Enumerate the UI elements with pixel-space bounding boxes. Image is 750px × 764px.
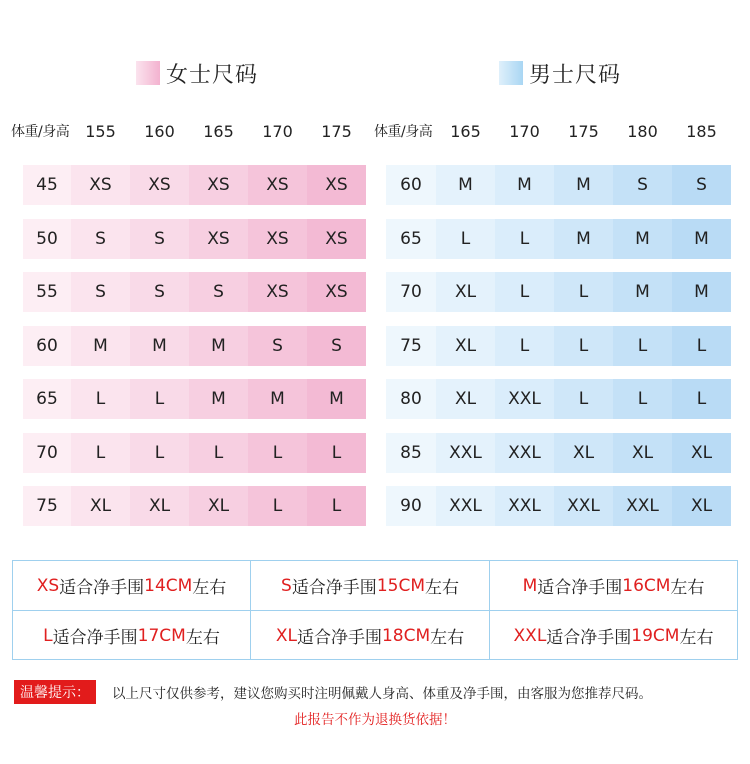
women-size-cell: L	[248, 486, 307, 526]
women-size-cell: XS	[189, 165, 248, 205]
wrist-guide-cm: 19CM	[631, 625, 680, 646]
men-size-cell: M	[613, 219, 672, 259]
women-height-155: 155	[85, 121, 116, 141]
men-height-170: 170	[509, 121, 540, 141]
men-table-row	[386, 272, 731, 312]
men-height-175: 175	[568, 121, 599, 141]
wrist-guide-prefix: 适合净手围	[537, 578, 623, 598]
tip-label: 温馨提示：	[14, 680, 96, 704]
men-size-cell: L	[613, 326, 672, 366]
wrist-guide-prefix: 适合净手围	[296, 628, 382, 648]
tip-warning: 此报告不作为退换货依据！	[294, 712, 456, 728]
men-size-cell: L	[495, 272, 554, 312]
men-size-cell: M	[672, 219, 731, 259]
women-size-cell: L	[130, 433, 189, 473]
women-header-label: 体重/身高	[11, 124, 70, 140]
women-size-cell: L	[248, 433, 307, 473]
wrist-guide-suffix: 左右	[185, 628, 220, 648]
men-size-cell: M	[613, 272, 672, 312]
wrist-guide-item	[490, 611, 737, 660]
wrist-guide-item	[251, 611, 489, 660]
wrist-guide-size: L	[43, 625, 53, 646]
men-weight-cell: 75	[386, 326, 436, 366]
women-size-cell: XL	[130, 486, 189, 526]
wrist-guide-cm: 15CM	[376, 575, 425, 596]
men-size-cell: XXL	[554, 486, 613, 526]
women-height-160: 160	[144, 121, 175, 141]
men-size-cell: XXL	[495, 433, 554, 473]
women-size-cell: XS	[248, 272, 307, 312]
wrist-guide-suffix: 左右	[430, 628, 465, 648]
men-height-180: 180	[627, 121, 658, 141]
men-weight-cell: 90	[386, 486, 436, 526]
women-size-cell: S	[189, 272, 248, 312]
women-height-165: 165	[203, 121, 234, 141]
wrist-guide-item	[490, 561, 737, 610]
wrist-guide-prefix: 适合净手围	[291, 578, 377, 598]
wrist-guide-cm: 17CM	[137, 625, 186, 646]
men-size-cell: M	[554, 219, 613, 259]
wrist-guide-prefix: 适合净手围	[546, 628, 632, 648]
women-size-cell: XL	[189, 486, 248, 526]
women-table-row	[23, 486, 366, 526]
men-size-cell: XXL	[436, 433, 495, 473]
men-size-title	[499, 58, 621, 88]
women-size-cell: M	[130, 326, 189, 366]
women-weight-cell: 45	[23, 165, 71, 205]
wrist-guide-item	[13, 611, 250, 660]
women-size-cell: M	[307, 379, 366, 419]
men-size-cell: L	[672, 379, 731, 419]
men-header-row	[374, 118, 731, 144]
women-size-cell: XS	[248, 219, 307, 259]
men-size-cell: XL	[436, 379, 495, 419]
wrist-guide-item	[13, 561, 250, 610]
women-size-cell: XS	[130, 165, 189, 205]
women-size-title	[136, 58, 258, 88]
men-size-cell: XL	[672, 433, 731, 473]
men-table-row	[386, 219, 731, 259]
men-size-cell: S	[672, 165, 731, 205]
women-size-cell: XS	[71, 165, 130, 205]
men-size-cell: XL	[672, 486, 731, 526]
men-size-cell: L	[436, 219, 495, 259]
men-size-cell: L	[554, 326, 613, 366]
women-table-row	[23, 433, 366, 473]
women-size-cell: S	[71, 272, 130, 312]
women-table-row	[23, 326, 366, 366]
men-size-cell: L	[554, 272, 613, 312]
women-color-swatch	[136, 61, 160, 85]
men-table-row	[386, 326, 731, 366]
women-height-175: 175	[321, 121, 352, 141]
men-color-swatch	[499, 61, 523, 85]
women-weight-cell: 65	[23, 379, 71, 419]
wrist-guide-size: M	[522, 575, 538, 596]
women-size-cell: S	[130, 219, 189, 259]
men-size-cell: XXL	[436, 486, 495, 526]
men-table-row	[386, 433, 731, 473]
women-size-cell: L	[307, 433, 366, 473]
women-table-row	[23, 379, 366, 419]
men-height-185: 185	[686, 121, 717, 141]
men-size-cell: L	[495, 219, 554, 259]
men-size-cell: M	[436, 165, 495, 205]
men-weight-cell: 85	[386, 433, 436, 473]
wrist-guide-suffix: 左右	[424, 578, 459, 598]
men-weight-cell: 70	[386, 272, 436, 312]
men-weight-cell: 80	[386, 379, 436, 419]
women-table-row	[23, 165, 366, 205]
women-size-cell: XS	[248, 165, 307, 205]
men-table-row	[386, 165, 731, 205]
men-table-row	[386, 379, 731, 419]
men-size-cell: M	[495, 165, 554, 205]
wrist-guide-prefix: 适合净手围	[52, 628, 138, 648]
women-header-row	[11, 118, 366, 144]
women-size-cell: L	[189, 433, 248, 473]
women-size-cell: S	[307, 326, 366, 366]
women-size-cell: M	[189, 379, 248, 419]
women-size-cell: S	[130, 272, 189, 312]
men-height-165: 165	[450, 121, 481, 141]
wrist-guide-suffix: 左右	[670, 578, 705, 598]
women-size-cell: L	[130, 379, 189, 419]
wrist-guide-suffix: 左右	[192, 578, 227, 598]
men-weight-cell: 65	[386, 219, 436, 259]
women-weight-cell: 50	[23, 219, 71, 259]
women-size-cell: XL	[71, 486, 130, 526]
tip-text: 以上尺寸仅供参考，建议您购买时注明佩戴人身高、体重及净手围，由客服为您推荐尺码。	[112, 686, 652, 702]
men-size-cell: XXL	[495, 379, 554, 419]
men-size-cell: XL	[436, 272, 495, 312]
women-size-cell: L	[71, 433, 130, 473]
men-size-cell: L	[495, 326, 554, 366]
men-size-cell: M	[672, 272, 731, 312]
women-title-text: 女士尺码	[166, 62, 259, 88]
women-weight-cell: 55	[23, 272, 71, 312]
men-title-text: 男士尺码	[529, 62, 622, 88]
wrist-size-guide	[12, 560, 738, 660]
men-size-cell: M	[554, 165, 613, 205]
men-size-cell: L	[672, 326, 731, 366]
women-weight-cell: 75	[23, 486, 71, 526]
wrist-guide-cm: 14CM	[144, 575, 193, 596]
wrist-guide-size: S	[281, 575, 292, 596]
men-size-cell: L	[613, 379, 672, 419]
women-table-row	[23, 219, 366, 259]
men-size-cell: S	[613, 165, 672, 205]
men-size-cell: L	[554, 379, 613, 419]
men-table-row	[386, 486, 731, 526]
wrist-guide-size: XL	[275, 625, 297, 646]
men-weight-cell: 60	[386, 165, 436, 205]
women-size-cell: M	[189, 326, 248, 366]
men-size-cell: XL	[613, 433, 672, 473]
men-size-cell: XL	[436, 326, 495, 366]
wrist-guide-prefix: 适合净手围	[59, 578, 145, 598]
wrist-guide-suffix: 左右	[679, 628, 714, 648]
women-table-row	[23, 272, 366, 312]
women-weight-cell: 70	[23, 433, 71, 473]
wrist-guide-size: XS	[36, 575, 60, 596]
women-size-cell: XS	[189, 219, 248, 259]
men-size-cell: XXL	[613, 486, 672, 526]
men-size-cell: XXL	[495, 486, 554, 526]
wrist-guide-cm: 16CM	[622, 575, 671, 596]
women-height-170: 170	[262, 121, 293, 141]
wrist-guide-cm: 18CM	[381, 625, 431, 646]
women-size-cell: M	[71, 326, 130, 366]
women-size-cell: S	[248, 326, 307, 366]
women-weight-cell: 60	[23, 326, 71, 366]
men-header-label: 体重/身高	[374, 124, 433, 140]
women-size-cell: L	[307, 486, 366, 526]
women-size-cell: XS	[307, 272, 366, 312]
women-size-cell: XS	[307, 165, 366, 205]
women-size-cell: S	[71, 219, 130, 259]
men-size-cell: XL	[554, 433, 613, 473]
wrist-guide-size: XXL	[513, 625, 547, 646]
women-size-cell: M	[248, 379, 307, 419]
wrist-guide-item	[251, 561, 489, 610]
women-size-cell: L	[71, 379, 130, 419]
women-size-cell: XS	[307, 219, 366, 259]
